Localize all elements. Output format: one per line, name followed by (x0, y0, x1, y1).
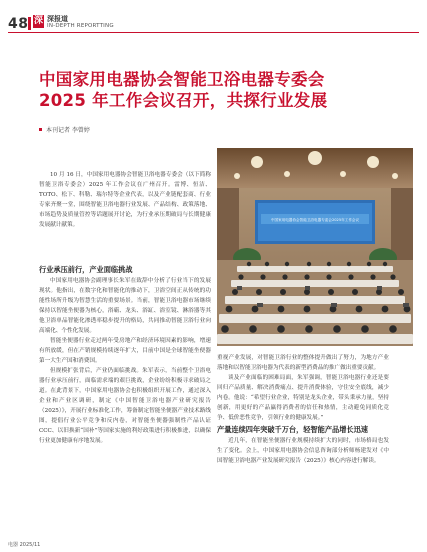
section1-heading: 行业承压前行，产业面临挑战 (39, 265, 133, 274)
section1-paragraph: 智能坐便器行业走过两年受房地产和经济环境因素的影响，增速有所放缓，但在产销规模持续逐年扩大，目前中国是全球智能坐便器第一大生产国和消费国。 (39, 338, 211, 364)
left-column (39, 263, 211, 446)
section1-paragraph: 但规模扩张背后，产业仍面临挑战。朱军表示，当前整个卫浴电器行业承压前行，面临需求端的艰巨挑战，企业纷纷积极寻求破局之道。在此背景下，中国家用电器协会也积极组织开展工作，通过深入企业和产业区调研，制定《中国智能卫浴电器产业研究报告（2025）》，开展行业标准化工作，筹备制定智能坐便器产业技术路线图，提倡行业公平竞争和反内卷，对智能坐便器强制性产品认证 CCC、以旧换新“国补”等国家实施的利好政策进行积极推进，以确保行业更加健康有序地发展。 (39, 368, 211, 444)
author-byline (39, 125, 90, 134)
section-badge: 深 (33, 16, 43, 26)
stage-banner: 中国家用电器协会智能卫浴电器专委会2025年工作会议 (270, 218, 360, 222)
page-footer: 电器 2025/11 (8, 542, 41, 548)
author-name: 本刊记者 李曾婷 (46, 127, 90, 134)
intro-paragraph: 10 月 16 日，中国家用电器协会智能卫浴电器专委会（以下简称智能卫浴专委会）2025 年工作会议在广州召开。雷博、恒洁、TOTO、松下、科勒、瑞尔特等企业代表，以及产业链配套商、行业专家齐聚一堂，围绕智能卫浴电器行业发展、产品结构、政策落地、市场趋势及质量管控等话题展开讨论，为行业承压期破局与长期健康发展献计献策。 (39, 172, 211, 228)
section1-paragraph: 中国家用电器协会副理事长朱军在致辞中分析了行业当下的发展现状。他指出，在数字化和智能化的推动下，卫浴空间正从传统的功能性场所升级为智慧生活的重要场景。当前，智能卫浴电器市场继续保持以智能坐便器为核心，浴霸、龙头、浴缸、浴室镜、淋浴器等其他卫浴单品智能化渗透率稳步提升的格局，共同推动智能卫浴行业向高端化、个性化发展。 (39, 278, 211, 334)
right-column (217, 353, 389, 466)
section2-heading: 产量连续四年突破千万台，轻智能产品增长迅速 (217, 425, 368, 434)
header-accent-bar (28, 17, 31, 30)
article-title-line1: 中国家用电器协会智能卫浴电器专委会 (39, 70, 325, 89)
page-number: 48 (8, 16, 29, 32)
byline-marker-icon (39, 128, 42, 131)
section-name: 深报道 (47, 15, 68, 23)
continued-paragraph: 重视产业发展，对智能卫浴行业的整体提升做出了努力，为地方产业落地和以智能卫浴电器为代表的新型消费品的推广做出重要贡献。 (217, 355, 389, 371)
right-paragraph: 谈及产业面临的困难局面，朱军强调，智能卫浴电器行业还是要回归产品质量、解决消费痛点、提升消费体验，守住安全底线，减少内卷。他说：“希望行业企业，特别是龙头企业，带头秉承力量，坚持创新，用更好的产品赢得消费者的信任和热情，主动避免同质化竞争、低价恶性竞争，引领行业的健康发展。” (217, 375, 389, 421)
section-name-en: IN-DEPTH REPORTTING (47, 23, 114, 29)
intro-column (39, 170, 211, 230)
header-divider (8, 32, 419, 33)
section2-paragraph: 近几年，在智能坐便器行业规模持续扩大的同时，市场格局也发生了变化。会上，中国家用电器协会信息咨询部分析师杨建发对《中国智能卫浴电器产业发展研究报告（2025）》核心内容进行解读。 (217, 438, 389, 464)
article-title-line2: 2025 年工作会议召开，共探行业发展 (39, 91, 328, 110)
conference-photo (217, 148, 413, 346)
